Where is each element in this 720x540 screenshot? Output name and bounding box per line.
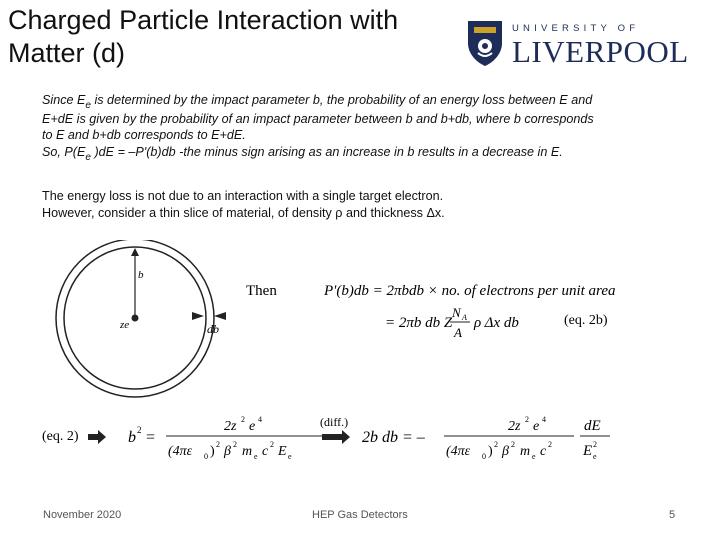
- sup-2e: 2: [270, 440, 274, 449]
- den-m: m: [242, 444, 253, 459]
- eq2-label: (eq. 2): [42, 429, 79, 444]
- sup-2j: 2: [593, 440, 597, 449]
- sup-2d: 2: [233, 440, 237, 449]
- p1-line2: E+dE is given by the probability of an impact parameter between b and b+db, where b corresponds: [42, 111, 594, 126]
- equation-1-lhs: P'(b)db = 2πbdb × no. of electrons per unit area: [324, 283, 616, 299]
- den-part-b: (4πε: [446, 444, 471, 459]
- sup-2c: 2: [216, 440, 220, 449]
- fraction-lhs: [166, 415, 324, 461]
- avogadro-sub: A: [462, 313, 467, 322]
- paragraph-thin-slice: [42, 188, 692, 221]
- sup-2a: 2: [137, 425, 142, 435]
- sub-0b: 0: [482, 452, 486, 461]
- den-m-b: m: [520, 444, 531, 459]
- sup-2g: 2: [494, 440, 498, 449]
- p1-line1: Since $E_e$ is determined by the impact parameter b, the probability of an energy loss between E and: [42, 93, 593, 111]
- den-c: c: [262, 444, 269, 459]
- den-E: E: [278, 444, 287, 459]
- p1-line4: So, $P(E_e$ )dE = –P'(b)db -the minus sign arising as an increase in b results in a decrease in E.: [42, 145, 563, 164]
- den-part: (4πε: [168, 444, 193, 459]
- den-close: ): [210, 444, 215, 459]
- dE-num: dE: [584, 418, 601, 434]
- eq2b-label: (eq. 2b): [564, 313, 608, 328]
- eq2-middle: 2b db = –: [362, 429, 425, 446]
- sup-2i: 2: [548, 440, 552, 449]
- avogadro-numerator: N: [452, 305, 461, 320]
- footer-date: November 2020: [43, 509, 122, 521]
- derivation-figure: [40, 240, 680, 480]
- sub-e-d: e: [593, 452, 597, 461]
- db-arrow-left: [192, 312, 204, 320]
- b-squared: b: [128, 429, 136, 446]
- den-beta-b: β: [502, 444, 509, 459]
- eq2-arrow-icon: [88, 430, 106, 444]
- logo-top-text: UNIVERSITY OF: [512, 23, 640, 34]
- equation-1-tail: ρ Δx db: [474, 315, 519, 331]
- equation-1-rhs: = 2πb db Z: [385, 315, 453, 331]
- label-db: db: [207, 322, 219, 336]
- shield-icon: [466, 19, 504, 67]
- sub-e-a: e: [254, 452, 258, 461]
- sup-4a: 4: [258, 415, 262, 424]
- num-2z: 2z: [224, 419, 237, 434]
- fraction-de: [580, 418, 610, 461]
- slide-title: Charged Particle Interaction with Matter (d): [8, 5, 399, 68]
- particle-dot: [132, 315, 139, 322]
- vector-arrowhead: [131, 248, 139, 256]
- mass-denominator: A: [454, 325, 462, 340]
- sup-4b: 4: [542, 415, 546, 424]
- num-2z-b: 2z: [508, 419, 521, 434]
- university-logo: [466, 17, 689, 71]
- sub-e-c: e: [532, 452, 536, 461]
- p2-line1: The energy loss is not due to an interaction with a single target electron.: [42, 189, 444, 203]
- equals-1: =: [146, 429, 156, 446]
- page-number: 5: [669, 509, 676, 521]
- diff-label: (diff.): [320, 415, 349, 429]
- sup-2f: 2: [525, 415, 529, 424]
- logo-main-text: LIVERPOOL: [512, 34, 689, 69]
- den-beta: β: [224, 444, 231, 459]
- sup-2b: 2: [241, 415, 245, 424]
- label-ze: ze: [120, 319, 130, 331]
- den-c-b: c: [540, 444, 547, 459]
- den-close-b: ): [488, 444, 493, 459]
- db-arrow-right: [214, 312, 226, 320]
- sub-e-b: e: [288, 452, 292, 461]
- p1-line3: to E and b+db corresponds to E+dE.: [42, 128, 246, 143]
- diff-arrow-icon: [322, 430, 350, 444]
- E-den: E: [583, 443, 593, 459]
- paragraph-energy-loss: [42, 92, 692, 163]
- impact-ring-diagram: [56, 240, 226, 397]
- p2-line2: However, consider a thin slice of material, of density ρ and thickness Δx.: [42, 205, 445, 220]
- then-label: Then: [246, 283, 277, 299]
- num-e: e: [249, 419, 256, 434]
- num-e-b: e: [533, 419, 540, 434]
- sub-0a: 0: [204, 452, 208, 461]
- footer-title: HEP Gas Detectors: [312, 509, 408, 521]
- sup-2h: 2: [511, 440, 515, 449]
- label-b: b: [138, 269, 144, 281]
- fraction-rhs: [444, 415, 574, 461]
